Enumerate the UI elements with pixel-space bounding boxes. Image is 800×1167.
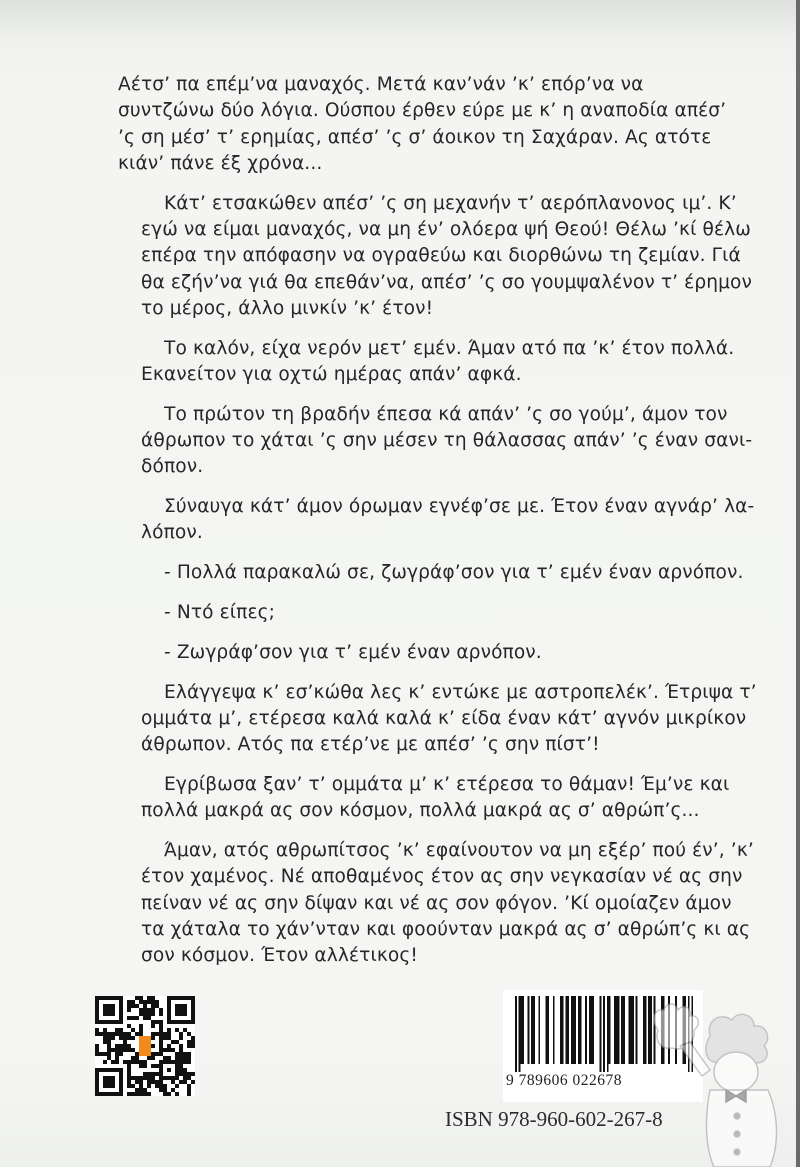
paragraph (118, 640, 786, 666)
text-line: Το καλόν, είχα νερόν μετ’ εμέν. Άμαν ατό πα ’κ’ έτον πολλά. (164, 337, 735, 359)
paragraph (118, 680, 786, 759)
paragraph (118, 191, 786, 322)
text-line: επέρα την απόφασην να ογραθεύω και διορθώνω τη ζεμίαν. Γιά (141, 245, 741, 267)
qr-code-icon (95, 996, 195, 1096)
text-line: άθρωπον. Ατός πα ετέρ’νε με απέσ’ ’ς σην πίστ’! (141, 734, 600, 756)
paragraph (118, 838, 786, 969)
text-line: Εγρίβωσα ξαν’ τ’ ομμάτα μ’ κ’ ετέρεσα το θάμαν! Έμ’νε και (164, 774, 730, 796)
text-line: Ελάγγεψα κ’ εσ’κώθα λες κ’ εντώκε με αστροπελέκ’. Έτριψα τ’ (164, 681, 757, 703)
text-line: Αέτσ’ πα επέμ’να μαναχός. Μετά καν’νάν ’κ’ επόρ’να να (118, 74, 644, 95)
body-text (118, 72, 786, 983)
text-line: το μέρος, άλλο μινκίν ’κ’ έτον! (141, 297, 434, 319)
text-line: - Ζωγράφ’σον για τ’ εμέν έναν αρνόπον. (164, 641, 542, 663)
text-line: πείναν νέ ας σην δίψαν και νέ ας σον φόγον. ’Κί ομοίαζεν άμον (141, 892, 732, 914)
text-line: Σύναυγα κάτ’ άμον όρωμαν εγνέφ’σε με. Έτον έναν αγνάρ’ λα- (164, 496, 755, 518)
text-line: Εκανείτον για οχτώ ημέρας απάν’ αφκά. (141, 363, 522, 385)
paragraph (118, 72, 786, 177)
paragraph (118, 772, 786, 825)
paragraph (118, 402, 786, 481)
paragraph (118, 336, 786, 389)
text-line: Το πρώτον τη βραδήν έπεσα κά απάν’ ’ς σο γούμ’, άμον τον (164, 403, 728, 425)
text-line: δόπον. (141, 456, 204, 478)
paragraph (118, 560, 786, 586)
text-line: - Ντό είπες; (164, 602, 275, 624)
text-line: συντζώνω δύο λόγια. Ούσπου έρθεν εύρε με κ’ η αναποδία απέσ’ (118, 100, 727, 122)
paragraph (118, 600, 786, 626)
text-line: λόπον. (141, 522, 203, 544)
text-line: πολλά μακρά ας σον κόσμον, πολλά μακρά ας σ’ αθρώπ’ς... (141, 800, 700, 822)
isbn-label: ISBN 978-960-602-267-8 (445, 1107, 663, 1131)
text-line: έτον χαμένος. Νέ αποθαμένος έτον ας σην νεγκασίαν νέ ας σην (141, 866, 743, 888)
text-line: άθρωπον το χάται ’ς σην μέσεν τη θάλασσας απάν’ ’ς έναν σανι- (141, 430, 753, 452)
little-prince-illustration-icon (640, 990, 800, 1167)
text-line: Άμαν, ατός αθρωπίτσος ’κ’ εφαίνουτον να μη εξέρ’ πού έν’, ’κ’ (164, 840, 754, 862)
barcode-digits: 9 789606 022678 (506, 1072, 622, 1089)
paragraph (118, 494, 786, 547)
text-line: θα εζήν’να γιά θα επεθάν’να, απέσ’ ’ς σο γουμψαλένον τ’ έρημον (141, 271, 752, 293)
text-line: κιάν’ πάνε έξ χρόνα... (118, 152, 323, 174)
text-line: ομμάτα μ’, ετέρεσα καλά καλά κ’ είδα έναν κάτ’ αγνόν μικρίκον (141, 707, 747, 729)
text-line: τα χάταλα το χάν’νταν και φοούνταν μακρά ας σ’ αθρώπ’ς κι ας (141, 919, 751, 941)
text-line: - Πολλά παρακαλώ σε, ζωγράφ’σον για τ’ εμέν έναν αρνόπον. (164, 562, 744, 584)
text-line: εγώ να είμαι μαναχός, να μη έν’ ολόερα ψή Θεού! Θέλω ’κί θέλω (141, 218, 751, 240)
text-line: ’ς ση μέσ’ τ’ ερημίας, απέσ’ ’ς σ’ άοικον τη Σαχάραν. Ας ατότε (118, 126, 712, 148)
text-line: Κάτ’ ετσακώθεν απέσ’ ’ς ση μεχανήν τ’ αερόπλανονος ιμ’. Κ’ (164, 192, 737, 214)
text-line: σον κόσμον. Έτον αλλέτικος! (141, 945, 418, 967)
top-edge-shadow (0, 0, 800, 34)
